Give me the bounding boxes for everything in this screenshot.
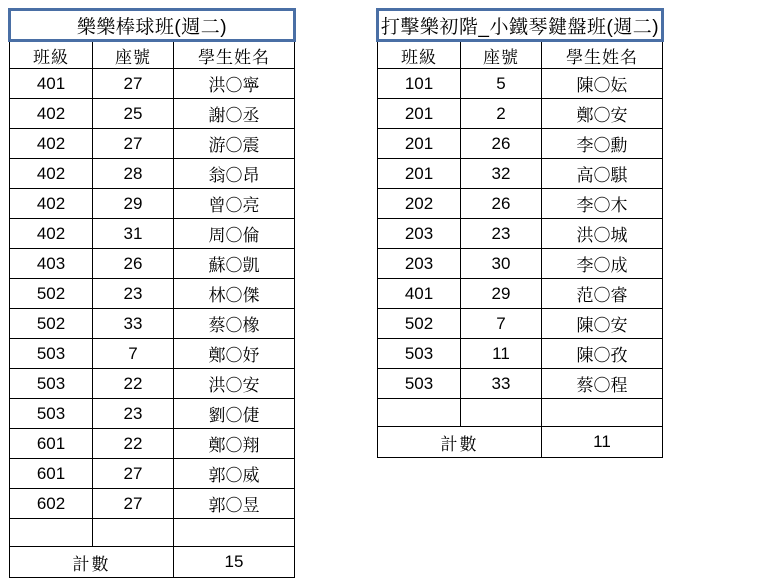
cell-seat: 30 — [461, 249, 542, 279]
count-value: 11 — [542, 427, 663, 458]
cell-class: 402 — [10, 219, 93, 249]
table-row — [378, 159, 663, 189]
table-row — [10, 129, 295, 159]
cell-class: 601 — [10, 429, 93, 459]
cell-blank-name — [542, 399, 663, 427]
cell-class: 402 — [10, 159, 93, 189]
cell-class: 402 — [10, 99, 93, 129]
table-row — [10, 489, 295, 519]
table-row — [10, 279, 295, 309]
cell-class: 503 — [10, 399, 93, 429]
roster-table-block-right — [376, 8, 664, 458]
cell-blank-class — [378, 399, 461, 427]
cell-seat: 32 — [461, 159, 542, 189]
column-header-class: 班級 — [10, 41, 93, 69]
table-row — [378, 279, 663, 309]
table-row — [10, 399, 295, 429]
cell-student-name: 洪〇寧 — [174, 69, 295, 99]
cell-class: 101 — [378, 69, 461, 99]
table-row — [10, 429, 295, 459]
cell-class: 201 — [378, 129, 461, 159]
cell-seat: 25 — [93, 99, 174, 129]
cell-student-name: 曾〇亮 — [174, 189, 295, 219]
cell-seat: 27 — [93, 489, 174, 519]
cell-seat: 2 — [461, 99, 542, 129]
table-row — [378, 69, 663, 99]
cell-class: 502 — [10, 279, 93, 309]
cell-student-name: 洪〇安 — [174, 369, 295, 399]
table-title-row — [378, 10, 663, 41]
cell-student-name: 鄭〇安 — [542, 99, 663, 129]
roster-table — [8, 8, 296, 578]
cell-student-name: 陳〇安 — [542, 309, 663, 339]
table-row — [10, 459, 295, 489]
cell-seat: 23 — [93, 279, 174, 309]
table-row — [10, 309, 295, 339]
cell-class: 602 — [10, 489, 93, 519]
cell-class: 503 — [10, 369, 93, 399]
table-header-row — [10, 41, 295, 69]
cell-student-name: 陳〇孜 — [542, 339, 663, 369]
table-row — [378, 189, 663, 219]
table-row — [378, 129, 663, 159]
cell-student-name: 劉〇倢 — [174, 399, 295, 429]
cell-blank-class — [10, 519, 93, 547]
cell-class: 401 — [10, 69, 93, 99]
cell-class: 601 — [10, 459, 93, 489]
table-row — [378, 99, 663, 129]
cell-seat: 33 — [93, 309, 174, 339]
cell-class: 401 — [378, 279, 461, 309]
count-label: 計數 — [378, 427, 542, 458]
cell-seat: 7 — [461, 309, 542, 339]
column-header-class: 班級 — [378, 41, 461, 69]
column-header-student-name: 學生姓名 — [542, 41, 663, 69]
cell-class: 203 — [378, 219, 461, 249]
cell-seat: 29 — [93, 189, 174, 219]
cell-seat: 5 — [461, 69, 542, 99]
cell-class: 201 — [378, 99, 461, 129]
cell-seat: 23 — [461, 219, 542, 249]
cell-student-name: 謝〇丞 — [174, 99, 295, 129]
cell-seat: 27 — [93, 69, 174, 99]
cell-class: 201 — [378, 159, 461, 189]
cell-student-name: 周〇倫 — [174, 219, 295, 249]
cell-seat: 26 — [461, 129, 542, 159]
table-row — [10, 219, 295, 249]
cell-student-name: 高〇騏 — [542, 159, 663, 189]
column-header-seat: 座號 — [461, 41, 542, 69]
cell-student-name: 郭〇昱 — [174, 489, 295, 519]
table-title: 打擊樂初階_小鐵琴鍵盤班(週二) — [378, 10, 663, 41]
cell-student-name: 游〇震 — [174, 129, 295, 159]
roster-table-block-left — [8, 8, 296, 578]
table-blank-row — [378, 399, 663, 427]
count-label: 計數 — [10, 547, 174, 578]
cell-student-name: 鄭〇翔 — [174, 429, 295, 459]
cell-seat: 33 — [461, 369, 542, 399]
cell-seat: 31 — [93, 219, 174, 249]
table-row — [378, 339, 663, 369]
cell-class: 503 — [378, 339, 461, 369]
cell-seat: 29 — [461, 279, 542, 309]
table-row — [10, 339, 295, 369]
table-row — [378, 309, 663, 339]
roster-table — [376, 8, 664, 458]
table-blank-row — [10, 519, 295, 547]
cell-seat: 28 — [93, 159, 174, 189]
table-row — [10, 99, 295, 129]
cell-class: 403 — [10, 249, 93, 279]
cell-seat: 11 — [461, 339, 542, 369]
table-row — [10, 369, 295, 399]
table-row — [378, 219, 663, 249]
cell-seat: 7 — [93, 339, 174, 369]
cell-blank-seat — [461, 399, 542, 427]
column-header-seat: 座號 — [93, 41, 174, 69]
table-row — [10, 69, 295, 99]
cell-student-name: 李〇勳 — [542, 129, 663, 159]
table-count-row — [10, 547, 295, 578]
table-header-row — [378, 41, 663, 69]
cell-blank-name — [174, 519, 295, 547]
cell-class: 503 — [10, 339, 93, 369]
cell-student-name: 林〇傑 — [174, 279, 295, 309]
cell-student-name: 蔡〇程 — [542, 369, 663, 399]
cell-student-name: 李〇成 — [542, 249, 663, 279]
column-header-student-name: 學生姓名 — [174, 41, 295, 69]
cell-student-name: 郭〇威 — [174, 459, 295, 489]
table-title: 樂樂棒球班(週二) — [10, 10, 295, 41]
cell-student-name: 翁〇昂 — [174, 159, 295, 189]
table-row — [10, 189, 295, 219]
count-value: 15 — [174, 547, 295, 578]
table-title-row — [10, 10, 295, 41]
cell-class: 402 — [10, 129, 93, 159]
cell-seat: 26 — [461, 189, 542, 219]
cell-class: 502 — [378, 309, 461, 339]
cell-student-name: 蔡〇橡 — [174, 309, 295, 339]
cell-student-name: 洪〇城 — [542, 219, 663, 249]
table-row — [378, 249, 663, 279]
cell-seat: 22 — [93, 429, 174, 459]
cell-class: 402 — [10, 189, 93, 219]
cell-student-name: 李〇木 — [542, 189, 663, 219]
cell-student-name: 蘇〇凱 — [174, 249, 295, 279]
cell-class: 503 — [378, 369, 461, 399]
cell-seat: 27 — [93, 459, 174, 489]
cell-seat: 26 — [93, 249, 174, 279]
cell-class: 502 — [10, 309, 93, 339]
cell-student-name: 陳〇妘 — [542, 69, 663, 99]
cell-blank-seat — [93, 519, 174, 547]
table-count-row — [378, 427, 663, 458]
cell-seat: 23 — [93, 399, 174, 429]
cell-class: 203 — [378, 249, 461, 279]
cell-class: 202 — [378, 189, 461, 219]
table-row — [378, 369, 663, 399]
cell-student-name: 范〇睿 — [542, 279, 663, 309]
table-row — [10, 159, 295, 189]
cell-seat: 22 — [93, 369, 174, 399]
cell-seat: 27 — [93, 129, 174, 159]
cell-student-name: 鄭〇妤 — [174, 339, 295, 369]
table-row — [10, 249, 295, 279]
